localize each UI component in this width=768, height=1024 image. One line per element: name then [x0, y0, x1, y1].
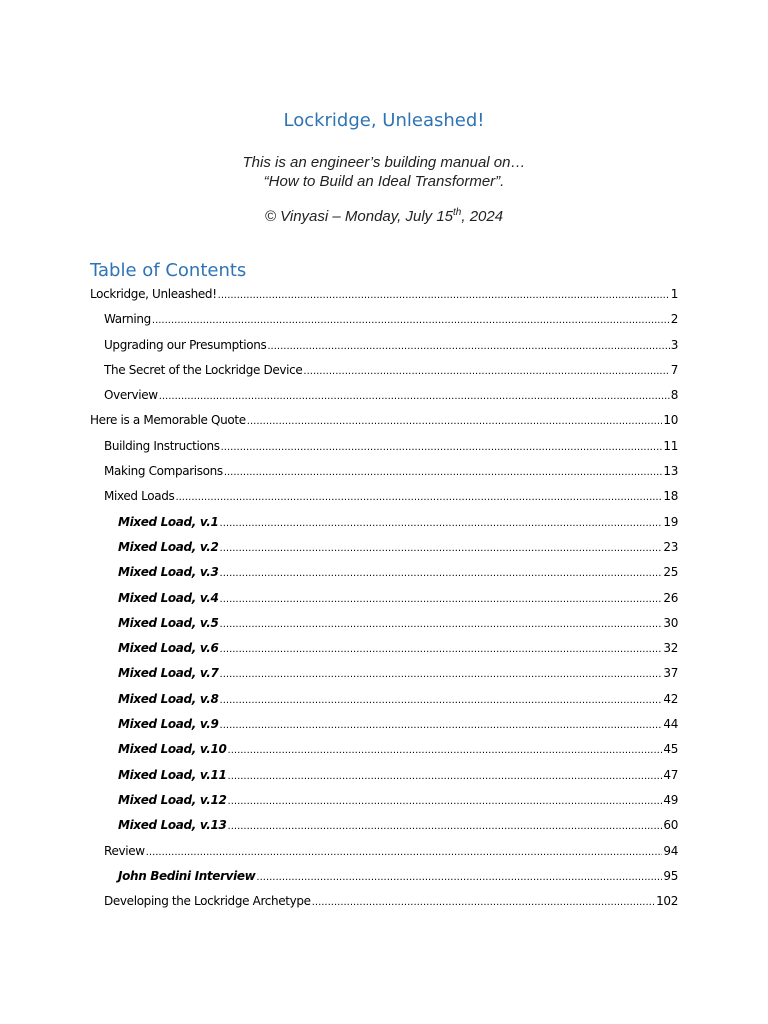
toc-entry-label: Mixed Load, v.5 — [118, 615, 219, 630]
toc-entry-page-number: 26 — [663, 590, 678, 605]
toc-entry[interactable] — [90, 462, 678, 487]
toc-entry-label: Warning — [104, 312, 151, 327]
toc-dot-leader — [228, 740, 663, 760]
copyright-prefix: © Vinyasi – Monday, July 15 — [264, 208, 454, 225]
toc-entry-label: Mixed Load, v.10 — [118, 742, 227, 757]
toc-entry-label: Here is a Memorable Quote — [90, 413, 246, 428]
toc-dot-leader — [146, 842, 663, 862]
toc-entry-label: Lockridge, Unleashed! — [90, 287, 217, 301]
toc-entry[interactable] — [90, 842, 678, 867]
toc-entry-label: Mixed Load, v.3 — [118, 565, 219, 580]
table-of-contents — [90, 285, 678, 917]
toc-dot-leader — [312, 892, 655, 912]
toc-entry-page-number: 30 — [663, 615, 678, 630]
toc-dot-leader — [218, 285, 670, 305]
toc-entry[interactable] — [90, 513, 678, 538]
toc-entry[interactable] — [90, 336, 678, 361]
toc-entry-page-number: 95 — [663, 868, 678, 883]
toc-dot-leader — [247, 411, 663, 431]
toc-dot-leader — [228, 791, 663, 811]
toc-dot-leader — [220, 639, 663, 659]
toc-entry-label: Mixed Loads — [104, 489, 175, 504]
toc-entry-page-number: 11 — [663, 438, 678, 453]
toc-entry-page-number: 18 — [663, 489, 678, 504]
toc-dot-leader — [152, 310, 670, 330]
copyright-superscript: th — [453, 207, 462, 218]
toc-entry-label: Developing the Lockridge Archetype — [104, 894, 311, 909]
toc-entry-page-number: 94 — [663, 843, 678, 858]
toc-dot-leader — [175, 487, 662, 507]
toc-entry[interactable] — [90, 361, 678, 386]
toc-entry-page-number: 23 — [663, 539, 678, 554]
toc-entry-label: Mixed Load, v.4 — [118, 590, 219, 605]
toc-entry[interactable] — [90, 563, 678, 588]
toc-entry-label: Upgrading our Presumptions — [104, 337, 267, 352]
toc-entry[interactable] — [90, 589, 678, 614]
toc-entry-label: Mixed Load, v.11 — [118, 767, 227, 782]
toc-entry-label: Mixed Load, v.2 — [118, 539, 219, 554]
toc-entry[interactable] — [90, 715, 678, 740]
toc-entry-label: Overview — [104, 388, 158, 403]
toc-entry-page-number: 47 — [663, 767, 678, 782]
toc-heading: Table of Contents — [90, 260, 247, 281]
toc-entry[interactable] — [90, 791, 678, 816]
toc-entry-label: John Bedini Interview — [118, 868, 256, 883]
toc-entry-page-number: 2 — [670, 312, 678, 327]
toc-entry-label: Mixed Load, v.8 — [118, 691, 219, 706]
toc-dot-leader — [224, 462, 663, 482]
toc-entry-label: Making Comparisons — [104, 464, 223, 479]
toc-entry[interactable] — [90, 664, 678, 689]
toc-entry-page-number: 10 — [663, 413, 678, 428]
toc-dot-leader — [220, 589, 663, 609]
toc-dot-leader — [228, 766, 663, 786]
document-title: Lockridge, Unleashed! — [283, 110, 485, 131]
toc-entry-page-number: 42 — [663, 691, 678, 706]
toc-entry-label: Building Instructions — [104, 438, 220, 453]
toc-entry[interactable] — [90, 867, 678, 892]
toc-entry[interactable] — [90, 816, 678, 841]
toc-entry-page-number: 7 — [670, 362, 678, 377]
toc-entry[interactable] — [90, 614, 678, 639]
toc-entry-label: Mixed Load, v.12 — [118, 792, 227, 807]
toc-entry-page-number: 44 — [663, 717, 678, 732]
toc-entry-page-number: 25 — [663, 565, 678, 580]
copyright-suffix: , 2024 — [461, 208, 504, 225]
toc-entry[interactable] — [90, 892, 678, 917]
toc-dot-leader — [267, 336, 669, 356]
toc-dot-leader — [220, 614, 663, 634]
toc-entry[interactable] — [90, 766, 678, 791]
toc-dot-leader — [220, 513, 663, 533]
toc-dot-leader — [220, 690, 663, 710]
toc-entry-page-number: 1 — [670, 287, 678, 301]
toc-entry[interactable] — [90, 538, 678, 563]
toc-entry[interactable] — [90, 411, 678, 436]
toc-entry[interactable] — [90, 386, 678, 411]
toc-entry-page-number: 3 — [670, 337, 678, 352]
toc-entry-page-number: 13 — [663, 464, 678, 479]
toc-dot-leader — [220, 715, 663, 735]
toc-entry-label: Mixed Load, v.7 — [118, 666, 219, 681]
subtitle-line-1: This is an engineer’s building manual on… — [242, 154, 526, 171]
toc-entry-label: Mixed Load, v.1 — [118, 514, 219, 529]
toc-dot-leader — [220, 538, 663, 558]
toc-dot-leader — [221, 437, 663, 457]
toc-entry[interactable] — [90, 285, 678, 310]
toc-entry-page-number: 45 — [663, 742, 678, 757]
toc-dot-leader — [228, 816, 663, 836]
toc-entry[interactable] — [90, 310, 678, 335]
toc-dot-leader — [159, 386, 670, 406]
toc-entry-label: Mixed Load, v.6 — [118, 641, 219, 656]
toc-dot-leader — [256, 867, 662, 887]
toc-entry-page-number: 19 — [663, 514, 678, 529]
toc-entry-page-number: 32 — [663, 641, 678, 656]
toc-entry-label: Review — [104, 843, 145, 858]
toc-entry-label: Mixed Load, v.9 — [118, 717, 219, 732]
copyright-line — [0, 207, 768, 226]
toc-entry-page-number: 60 — [663, 818, 678, 833]
toc-dot-leader — [220, 664, 663, 684]
toc-entry-label: Mixed Load, v.13 — [118, 818, 227, 833]
toc-dot-leader — [303, 361, 669, 381]
subtitle-line-2: “How to Build an Ideal Transformer”. — [263, 173, 505, 190]
toc-entry-page-number: 102 — [656, 894, 678, 909]
toc-entry-page-number: 8 — [670, 388, 678, 403]
toc-entry[interactable] — [90, 639, 678, 664]
toc-entry[interactable] — [90, 740, 678, 765]
toc-entry-label: The Secret of the Lockridge Device — [104, 362, 303, 377]
toc-entry[interactable] — [90, 487, 678, 512]
toc-dot-leader — [220, 563, 663, 583]
toc-entry-page-number: 49 — [663, 792, 678, 807]
toc-entry[interactable] — [90, 437, 678, 462]
toc-entry-page-number: 37 — [663, 666, 678, 681]
toc-entry[interactable] — [90, 690, 678, 715]
